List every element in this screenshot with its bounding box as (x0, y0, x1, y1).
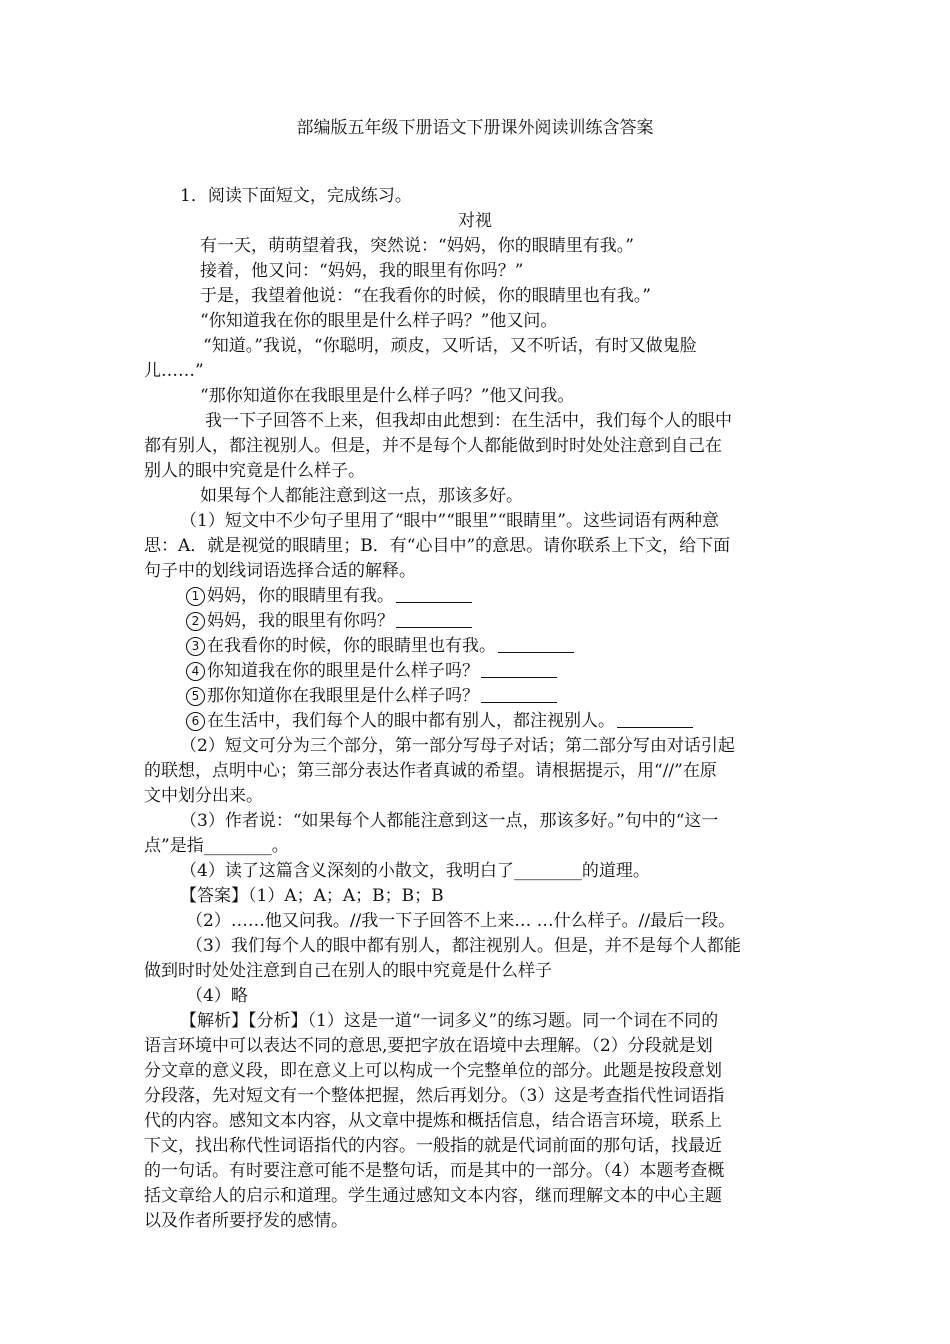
story-line: 如果每个人都能注意到这一点，那该多好。 (200, 486, 523, 506)
circled-number: 6 (186, 712, 205, 731)
question-line: 点”是指________。 (144, 836, 289, 856)
circled-number: 2 (186, 612, 205, 631)
circled-number: 3 (186, 637, 205, 656)
story-title: 对视 (458, 211, 492, 231)
sub-item-text: 你知道我在你的眼里是什么样子吗？ (207, 661, 479, 681)
answer-line: （4）略 (186, 986, 248, 1006)
sub-item (186, 709, 693, 733)
sub-item (186, 659, 557, 683)
analysis-line: 【解析】【分析】（1）这是一道“一词多义”的练习题。同一个词在不同的 (180, 1011, 719, 1031)
analysis-line: 语言环境中可以表达不同的意思,要把字放在语境中去理解。（2）分段就是划 (144, 1036, 713, 1056)
answer-line: 【答案】（1）A；A；A；B；B；B (180, 886, 444, 906)
answer-line: 做到时时处处注意到自己在别人的眼中究竟是什么样子 (144, 961, 552, 981)
question-line: （1）短文中不少句子里用了“眼中”“眼里”“眼睛里”。这些词语有两种意 (180, 511, 719, 531)
sub-item-text: 在生活中，我们每个人的眼中都有别人，都注视别人。 (207, 711, 615, 731)
sub-item-text: 妈妈，你的眼睛里有我。 (207, 586, 394, 606)
question-line: 的联想，点明中心；第三部分表达作者真诚的希望。请根据提示，用“//”在原 (144, 761, 717, 781)
sub-item-text: 在我看你的时候，你的眼睛里也有我。 (207, 636, 496, 656)
sub-item (186, 609, 472, 633)
story-line: “那你知道你在我眼里是什么样子吗？”他又问我。 (200, 386, 575, 406)
story-line: 于是，我望着他说：“在我看你的时候，你的眼睛里也有我。” (200, 286, 651, 306)
question-line: 文中划分出来。 (144, 786, 263, 806)
sub-item (186, 584, 472, 608)
story-line: 接着，他又问：“妈妈，我的眼里有你吗？” (200, 261, 524, 281)
sub-item-text: 妈妈，我的眼里有你吗？ (207, 611, 394, 631)
story-line: 儿……” (144, 361, 204, 381)
question-line: （3）作者说：“如果每个人都能注意到这一点，那该多好。”句中的“这一 (180, 811, 719, 831)
answer-blank (396, 609, 472, 628)
sub-item (186, 634, 574, 658)
analysis-line: 分文章的意义段，即在意义上可以构成一个完整单位的部分。此题是按段意划 (144, 1061, 722, 1081)
question-line: （2）短文可分为三个部分，第一部分写母子对话；第二部分写由对话引起 (180, 736, 735, 756)
answer-blank (481, 684, 557, 703)
answer-line: （3）我们每个人的眼中都有别人，都注视别人。但是，并不是每个人都能 (186, 936, 741, 956)
question-intro: 1．阅读下面短文，完成练习。 (180, 186, 412, 206)
story-line: 别人的眼中究竟是什么样子。 (144, 461, 365, 481)
circled-number: 4 (186, 662, 205, 681)
question-line: 思：A．就是视觉的眼睛里；B．有“心目中”的意思。请你联系上下文，给下面 (144, 536, 731, 556)
analysis-line: 代的内容。感知文本内容，从文章中提炼和概括信息，结合语言环境，联系上 (144, 1111, 722, 1131)
question-line: 句子中的划线词语选择合适的解释。 (144, 561, 416, 581)
analysis-line: 的一句话。有时要注意可能不是整句话，而是其中的一部分。（4）本题考查概 (144, 1161, 725, 1181)
answer-blank (617, 709, 693, 728)
answer-blank (481, 659, 557, 678)
question-line: （4）读了这篇含义深刻的小散文，我明白了________的道理。 (180, 861, 650, 881)
analysis-line: 括文章给人的启示和道理。学生通过感知文本内容，继而理解文本的中心主题 (144, 1186, 722, 1206)
story-line: “你知道我在你的眼里是什么样子吗？”他又问。 (200, 311, 558, 331)
story-line: 有一天，萌萌望着我，突然说：“妈妈，你的眼睛里有我。” (200, 236, 634, 256)
circled-number: 1 (186, 587, 205, 606)
answer-line: （2）……他又问我。//我一下子回答不上来… …什么样子。//最后一段。 (186, 911, 736, 931)
document-title: 部编版五年级下册语文下册课外阅读训练含答案 (296, 118, 654, 138)
analysis-line: 分段落，先对短文有一个整体把握，然后再划分。（3）这是考查指代性词语指 (144, 1086, 725, 1106)
circled-number: 5 (186, 687, 205, 706)
answer-blank (396, 584, 472, 603)
analysis-line: 下文，找出称代性词语指代的内容。一般指的就是代词前面的那句话，找最近 (144, 1136, 722, 1156)
answer-blank (498, 634, 574, 653)
story-line: 我一下子回答不上来，但我却由此想到：在生活中，我们每个人的眼中 (205, 411, 732, 431)
analysis-line: 以及作者所要抒发的感情。 (144, 1211, 348, 1231)
sub-item-text: 那你知道你在我眼里是什么样子吗？ (207, 686, 479, 706)
sub-item (186, 684, 557, 708)
story-line: “知道。”我说，“你聪明，顽皮，又听话，又不听话，有时又做鬼脸 (203, 336, 697, 356)
story-line: 都有别人，都注视别人。但是，并不是每个人都能做到时时处处注意到自己在 (144, 436, 722, 456)
